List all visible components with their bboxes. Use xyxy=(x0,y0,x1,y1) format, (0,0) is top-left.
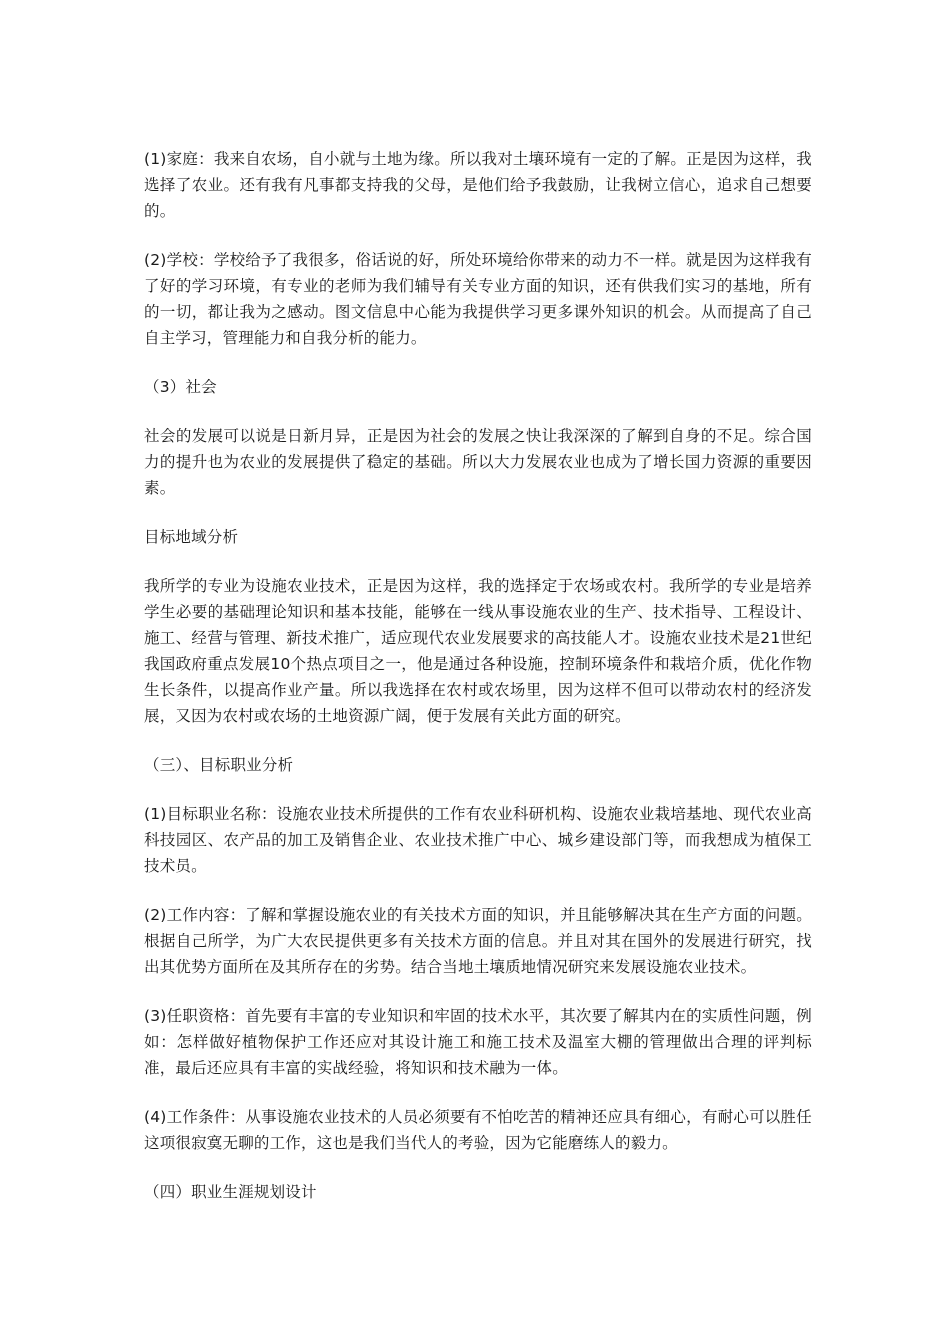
paragraph-target-region: 我所学的专业为设施农业技术，正是因为这样，我的选择定于农场或农村。我所学的专业是培养学生必要的基础理论知识和基本技能，能够在一线从事设施农业的生产、技术指导、工程设计、施工、经营与管理、新技术推广，适应现代农业发展要求的高技能人才。设施农业技术是21世纪我国政府重点发展10个热点项目之一，他是通过各种设施，控制环境条件和栽培介质，优化作物生长条件，以提高作业产量。所以我选择在农村或农场里，因为这样不但可以带动农村的经济发展，又因为农村或农场的土地资源广阔，便于发展有关此方面的研究。 xyxy=(144,577,812,725)
heading-career-planning: （四）职业生涯规划设计 xyxy=(144,1183,317,1201)
paragraph-family: (1)家庭：我来自农场，自小就与土地为缘。所以我对土壤环境有一定的了解。正是因为这样，我选择了农业。还有我有凡事都支持我的父母，是他们给予我鼓励，让我树立信心，追求自己想要的。 xyxy=(144,150,812,220)
paragraph-qualifications: (3)任职资格：首先要有丰富的专业知识和牢固的技术水平，其次要了解其内在的实质性问题，例如：怎样做好植物保护工作还应对其设计施工和施工技术及温室大棚的管理做出合理的评判标准，最后还应具有丰富的实战经验，将知识和技术融为一体。 xyxy=(144,1007,812,1077)
heading-target-career: （三）、目标职业分析 xyxy=(144,756,294,774)
paragraph-work-content: (2)工作内容：了解和掌握设施农业的有关技术方面的知识，并且能够解决其在生产方面的问题。根据自己所学，为广大农民提供更多有关技术方面的信息。并且对其在国外的发展进行研究，找出其优势方面所在及其所存在的劣势。结合当地土壤质地情况研究来发展设施农业技术。 xyxy=(144,906,812,976)
heading-target-region: 目标地域分析 xyxy=(144,528,239,546)
document-body xyxy=(144,146,812,1228)
paragraph-career-name: (1)目标职业名称：设施农业技术所提供的工作有农业科研机构、设施农业栽培基地、现代农业高科技园区、农产品的加工及销售企业、农业技术推广中心、城乡建设部门等，而我想成为植保工技术员。 xyxy=(144,805,812,875)
paragraph-work-conditions: (4)工作条件：从事设施农业技术的人员必须要有不怕吃苦的精神还应具有细心，有耐心可以胜任这项很寂寞无聊的工作，这也是我们当代人的考验，因为它能磨练人的毅力。 xyxy=(144,1108,812,1152)
paragraph-school: (2)学校：学校给予了我很多，俗话说的好，所处环境给你带来的动力不一样。就是因为这样我有了好的学习环境，有专业的老师为我们辅导有关专业方面的知识，还有供我们实习的基地，所有的一切，都让我为之感动。图文信息中心能为我提供学习更多课外知识的机会。从而提高了自己自主学习，管理能力和自我分析的能力。 xyxy=(144,251,812,347)
heading-society: （3）社会 xyxy=(144,378,217,396)
paragraph-society: 社会的发展可以说是日新月异，正是因为社会的发展之快让我深深的了解到自身的不足。综合国力的提升也为农业的发展提供了稳定的基础。所以大力发展农业也成为了增长国力资源的重要因素。 xyxy=(144,427,812,497)
